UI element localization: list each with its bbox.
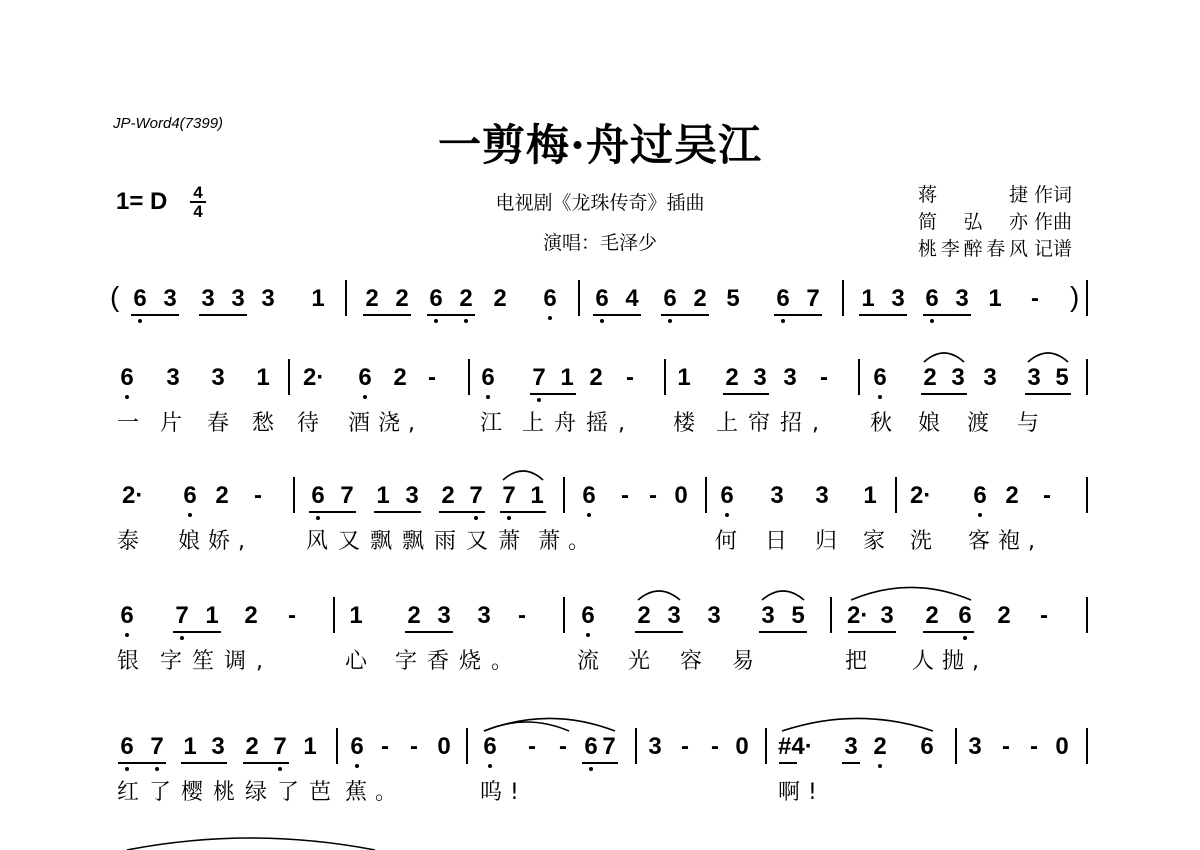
note: 1	[349, 602, 363, 629]
note: 6	[663, 285, 677, 312]
note: #4·	[778, 733, 813, 760]
lyric: 秋	[870, 411, 901, 436]
note: 2·	[847, 602, 869, 629]
lyric: 把	[845, 649, 876, 674]
barline	[1086, 597, 1088, 633]
note: 3	[815, 482, 829, 509]
lyric: 一	[117, 411, 148, 436]
lyric: 啊!	[778, 780, 825, 805]
note: 3	[770, 482, 784, 509]
note: 7	[340, 482, 354, 509]
note: 2	[725, 364, 739, 391]
octave-dot	[978, 513, 982, 517]
note: 6	[584, 733, 598, 760]
octave-dot	[316, 516, 320, 520]
barline	[705, 477, 707, 513]
note: -	[528, 733, 536, 760]
note: 7	[150, 733, 164, 760]
note: 3	[1027, 364, 1041, 391]
beam-underline	[181, 762, 227, 764]
octave-dot	[180, 636, 184, 640]
note: 2	[693, 285, 707, 312]
note: 6	[350, 733, 364, 760]
note: 3	[951, 364, 965, 391]
note: 5	[1055, 364, 1069, 391]
note: -	[1031, 285, 1039, 312]
note: 6	[183, 482, 197, 509]
note: 3	[211, 364, 225, 391]
lyric: 何	[715, 529, 746, 554]
barline	[1086, 728, 1088, 764]
note: 6	[925, 285, 939, 312]
note: 3	[477, 602, 491, 629]
lyric: 流	[577, 649, 608, 674]
note: 0	[437, 733, 451, 760]
lyric: 日	[765, 529, 796, 554]
beam-underline	[842, 762, 860, 764]
octave-dot	[464, 319, 468, 323]
paren-close: )	[1070, 281, 1080, 312]
note: -	[381, 733, 389, 760]
octave-dot	[548, 316, 552, 320]
note: -	[621, 482, 629, 509]
lyric: 娘娇,	[178, 529, 253, 554]
note: 2	[493, 285, 507, 312]
beam-underline	[405, 631, 453, 633]
beam-underline	[723, 393, 769, 395]
octave-dot	[125, 395, 129, 399]
note: 2·	[122, 482, 144, 509]
octave-dot	[138, 319, 142, 323]
note: 1	[311, 285, 325, 312]
note: 6	[483, 733, 497, 760]
note: 3	[231, 285, 245, 312]
credit-name: 桃李醉春风	[918, 238, 1028, 260]
octave-dot	[878, 764, 882, 768]
note: -	[288, 602, 296, 629]
note: 6	[776, 285, 790, 312]
barline	[288, 359, 290, 395]
octave-dot	[586, 633, 590, 637]
paren-open: (	[110, 281, 120, 312]
barline	[578, 280, 580, 316]
beam-underline	[859, 314, 907, 316]
octave-dot	[930, 319, 934, 323]
credit-transcriber	[918, 234, 1072, 261]
lyric: 春	[207, 411, 238, 436]
note: 1	[205, 602, 219, 629]
note: 2	[997, 602, 1011, 629]
beam-underline	[774, 314, 822, 316]
barline	[895, 477, 897, 513]
note: 1	[376, 482, 390, 509]
barline	[765, 728, 767, 764]
lyric: 红了樱桃绿了芭	[117, 780, 342, 805]
note: 2	[365, 285, 379, 312]
note: 3	[968, 733, 982, 760]
barline	[830, 597, 832, 633]
note: 3	[667, 602, 681, 629]
note: -	[428, 364, 436, 391]
note: 5	[726, 285, 740, 312]
note: 5	[791, 602, 805, 629]
slur	[503, 471, 543, 480]
note: -	[410, 733, 418, 760]
lyric: 光	[628, 649, 659, 674]
note: 3	[955, 285, 969, 312]
barline	[468, 359, 470, 395]
octave-dot	[434, 319, 438, 323]
note: 6	[920, 733, 934, 760]
lyric: 上舟摇,	[522, 411, 635, 436]
note: 0	[1055, 733, 1069, 760]
lyric: 楼	[673, 411, 704, 436]
note: 1	[560, 364, 574, 391]
note: 1	[303, 733, 317, 760]
note: 3	[201, 285, 215, 312]
note: 1	[988, 285, 1002, 312]
note: 3	[983, 364, 997, 391]
beam-underline	[243, 762, 289, 764]
barline	[842, 280, 844, 316]
lyric: 上帘招,	[716, 411, 829, 436]
beam-underline	[374, 511, 421, 513]
note: 6	[873, 364, 887, 391]
octave-dot	[155, 767, 159, 771]
credit-role: 记谱	[1034, 238, 1073, 260]
barline	[336, 728, 338, 764]
lyric: 渡	[967, 411, 998, 436]
note: 2	[637, 602, 651, 629]
note: 2	[1005, 482, 1019, 509]
note: 2	[244, 602, 258, 629]
lyric: 归	[815, 529, 846, 554]
credit-name: 简弘亦	[918, 211, 1028, 233]
note: 3	[891, 285, 905, 312]
lyric: 字香烧。	[395, 649, 524, 674]
note: -	[820, 364, 828, 391]
note: 2	[215, 482, 229, 509]
subtitle: 电视剧《龙珠传奇》插曲	[495, 192, 705, 214]
octave-dot	[125, 633, 129, 637]
note: 6	[481, 364, 495, 391]
beam-underline	[427, 314, 475, 316]
octave-dot	[587, 513, 591, 517]
note: 3	[166, 364, 180, 391]
note: -	[254, 482, 262, 509]
note: 6	[958, 602, 972, 629]
song-title: 一剪梅·舟过吴江	[438, 121, 762, 171]
lyric: 字笙调,	[160, 649, 273, 674]
beam-underline	[848, 631, 896, 633]
beam-underline	[923, 631, 974, 633]
lyric: 心	[345, 649, 376, 674]
note: 6	[720, 482, 734, 509]
lyric: 愁	[252, 411, 283, 436]
lyric: 风又飘飘雨又萧	[306, 529, 531, 554]
note: 6	[582, 482, 596, 509]
singer: 演唱：毛泽少	[542, 232, 657, 254]
note: -	[711, 733, 719, 760]
key-signature: 1= D	[116, 188, 168, 215]
note: -	[518, 602, 526, 629]
beam-underline	[500, 511, 546, 513]
lyric: 人抛,	[912, 649, 987, 674]
octave-dot	[355, 764, 359, 768]
beam-underline	[635, 631, 683, 633]
beam-underline	[309, 511, 356, 513]
note: 6	[133, 285, 147, 312]
octave-dot	[486, 395, 490, 399]
barline	[1086, 280, 1088, 316]
beam-underline	[1025, 393, 1071, 395]
beam-underline	[593, 314, 641, 316]
note: -	[559, 733, 567, 760]
note: -	[626, 364, 634, 391]
barline	[664, 359, 666, 395]
note: 3	[405, 482, 419, 509]
note: -	[649, 482, 657, 509]
note: 3	[163, 285, 177, 312]
barline	[466, 728, 468, 764]
beam-underline	[661, 314, 709, 316]
note: 2	[245, 733, 259, 760]
beam-underline	[582, 762, 618, 764]
lyric: 客袍,	[968, 529, 1043, 554]
beam-underline	[199, 314, 247, 316]
barline	[1086, 477, 1088, 513]
note: 0	[674, 482, 688, 509]
slur	[782, 718, 933, 731]
note: 1	[677, 364, 691, 391]
note: 6	[120, 733, 134, 760]
lyric: 容	[680, 649, 711, 674]
note: 1	[863, 482, 877, 509]
beam-underline	[118, 762, 166, 764]
barline	[858, 359, 860, 395]
note: 2	[441, 482, 455, 509]
barline	[293, 477, 295, 513]
note: 1	[530, 482, 544, 509]
note: 3	[844, 733, 858, 760]
note: 6	[581, 602, 595, 629]
note: 3	[880, 602, 894, 629]
note: 6	[973, 482, 987, 509]
note: 6	[120, 602, 134, 629]
lyric: 易	[732, 649, 763, 674]
note: -	[681, 733, 689, 760]
lyric: 银	[117, 649, 148, 674]
octave-dot	[507, 516, 511, 520]
slur	[924, 353, 964, 362]
note: 2	[589, 364, 603, 391]
octave-dot	[600, 319, 604, 323]
note: 2	[873, 733, 887, 760]
note: 2·	[303, 364, 325, 391]
octave-dot	[668, 319, 672, 323]
beam-underline	[131, 314, 179, 316]
lyric: 萧。	[538, 529, 599, 554]
beam-underline	[921, 393, 967, 395]
octave-dot	[474, 516, 478, 520]
note: -	[1030, 733, 1038, 760]
slur	[127, 838, 375, 850]
note: 0	[735, 733, 749, 760]
barline	[955, 728, 957, 764]
lyric: 蕉。	[345, 780, 406, 805]
beam-underline	[439, 511, 485, 513]
note: 1	[183, 733, 197, 760]
lyric: 片	[160, 411, 191, 436]
note: 6	[429, 285, 443, 312]
note: 7	[602, 733, 616, 760]
note: 2	[395, 285, 409, 312]
note: 2·	[910, 482, 932, 509]
note: 3	[753, 364, 767, 391]
note: 2	[407, 602, 421, 629]
lyric: 家	[863, 529, 894, 554]
octave-dot	[781, 319, 785, 323]
lyric: 泰	[117, 529, 148, 554]
lyric: 酒浇,	[348, 411, 423, 436]
note: 7	[273, 733, 287, 760]
beam-underline	[923, 314, 971, 316]
octave-dot	[589, 767, 593, 771]
slur	[762, 591, 804, 600]
time-signature-top: 4	[193, 183, 203, 202]
octave-dot	[963, 636, 967, 640]
slur	[484, 722, 569, 731]
slur	[851, 587, 971, 600]
beam-underline	[759, 631, 807, 633]
beam-underline	[173, 631, 221, 633]
note: 7	[502, 482, 516, 509]
note: -	[1002, 733, 1010, 760]
lyric: 待	[297, 411, 328, 436]
note: 2	[459, 285, 473, 312]
barline	[1086, 359, 1088, 395]
octave-dot	[363, 395, 367, 399]
note: 7	[175, 602, 189, 629]
note: 3	[211, 733, 225, 760]
slur	[1028, 353, 1068, 362]
note: -	[1040, 602, 1048, 629]
time-signature-bottom: 4	[193, 202, 203, 221]
barline	[563, 597, 565, 633]
note: 2	[393, 364, 407, 391]
credit-composer	[918, 207, 1072, 234]
note: 6	[358, 364, 372, 391]
note: 3	[437, 602, 451, 629]
note: 6	[595, 285, 609, 312]
octave-dot	[278, 767, 282, 771]
note: 3	[707, 602, 721, 629]
note: 4	[625, 285, 639, 312]
beam-underline	[363, 314, 411, 316]
lyric: 与	[1017, 411, 1048, 436]
note: 2	[923, 364, 937, 391]
note: 7	[806, 285, 820, 312]
credit-role: 作曲	[1034, 211, 1073, 233]
octave-dot	[488, 764, 492, 768]
octave-dot	[725, 513, 729, 517]
slur	[484, 718, 615, 731]
octave-dot	[878, 395, 882, 399]
lyric: 娘	[918, 411, 949, 436]
note: 6	[311, 482, 325, 509]
note: -	[1043, 482, 1051, 509]
note: 7	[469, 482, 483, 509]
barline	[333, 597, 335, 633]
credit-name: 蒋捷	[918, 184, 1028, 206]
lyric: 呜!	[480, 780, 527, 805]
lyric: 江	[480, 411, 511, 436]
note: 3	[783, 364, 797, 391]
barline	[563, 477, 565, 513]
note: 6	[120, 364, 134, 391]
note: 1	[256, 364, 270, 391]
note: 7	[532, 364, 546, 391]
note: 3	[648, 733, 662, 760]
note: 3	[261, 285, 275, 312]
note: 3	[761, 602, 775, 629]
octave-dot	[125, 767, 129, 771]
octave-dot	[188, 513, 192, 517]
octave-dot	[537, 398, 541, 402]
software-label: JP-Word4(7399)	[113, 115, 224, 132]
barline	[635, 728, 637, 764]
note: 6	[543, 285, 557, 312]
note: 2	[925, 602, 939, 629]
barline	[345, 280, 347, 316]
slur	[638, 591, 680, 600]
note: 1	[861, 285, 875, 312]
credit-lyricist	[918, 180, 1072, 207]
credit-role: 作词	[1034, 184, 1073, 206]
beam-underline	[530, 393, 576, 395]
lyric: 洗	[910, 529, 941, 554]
beam-underline	[779, 762, 797, 764]
